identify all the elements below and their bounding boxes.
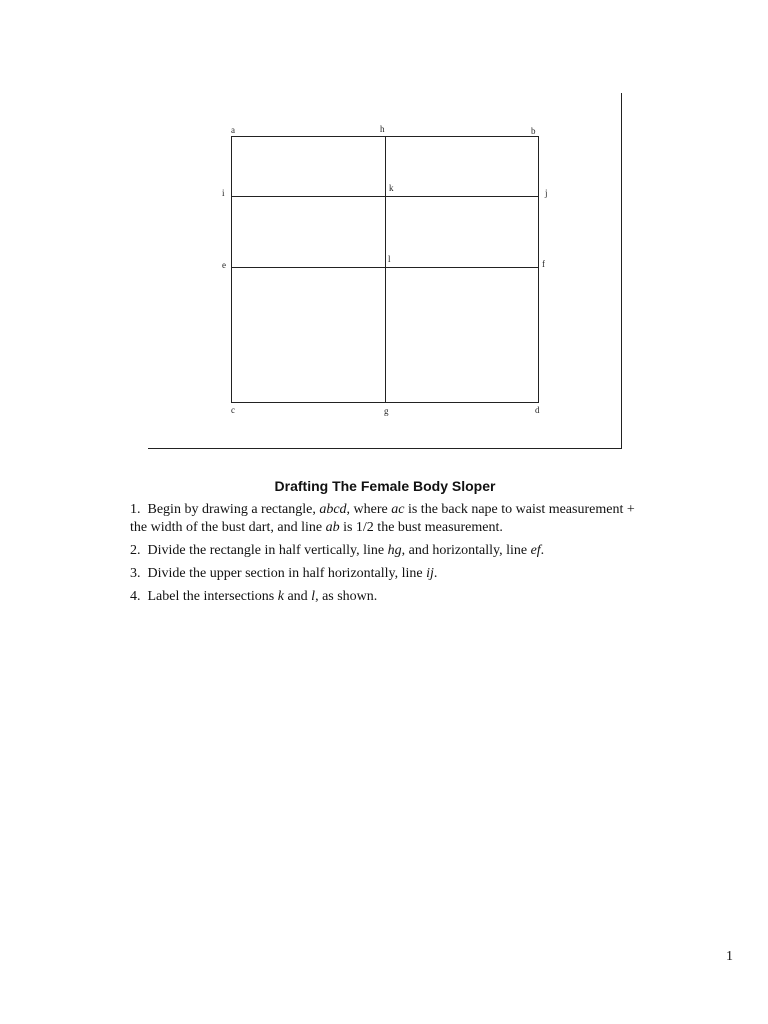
instruction-step xyxy=(130,501,650,537)
step-text: and xyxy=(283,589,312,604)
step-text: Begin by drawing a rectangle, xyxy=(147,502,320,517)
step-text: . xyxy=(433,566,438,581)
step-term: hg xyxy=(387,543,402,558)
step-term: ef xyxy=(530,543,541,558)
label-h: h xyxy=(380,124,385,134)
label-a: a xyxy=(231,125,235,135)
step-number: 3. xyxy=(130,566,148,581)
label-e: e xyxy=(222,260,226,270)
page-heading: Drafting The Female Body Sloper xyxy=(274,478,496,494)
label-l: l xyxy=(388,254,391,264)
step-number: 4. xyxy=(130,589,148,604)
label-d: d xyxy=(535,405,540,415)
step-text: . xyxy=(540,543,545,558)
step-term: ac xyxy=(391,502,405,517)
step-text: Label the intersections xyxy=(147,589,278,604)
instruction-step xyxy=(130,565,650,583)
label-b: b xyxy=(531,126,536,136)
step-term: l xyxy=(311,589,316,604)
step-term: abcd xyxy=(319,502,347,517)
instruction-step xyxy=(130,588,650,606)
label-k: k xyxy=(389,183,394,193)
label-f: f xyxy=(542,259,545,269)
step-number: 1. xyxy=(130,502,148,517)
step-text: Divide the rectangle in half vertically, line xyxy=(147,543,388,558)
label-i: i xyxy=(222,188,225,198)
instruction-list xyxy=(130,501,650,611)
step-term: ij xyxy=(426,566,434,581)
step-term: k xyxy=(277,589,284,604)
instruction-step xyxy=(130,542,650,560)
step-text: , and horizontally, line xyxy=(401,543,531,558)
step-text: , as shown. xyxy=(315,589,378,604)
step-text: , where xyxy=(346,502,392,517)
label-j: j xyxy=(545,188,548,198)
step-text: is 1/2 the bust measurement. xyxy=(339,520,503,535)
step-text: is the back nape to waist measurement + the width of the bust dart, and line xyxy=(130,502,635,535)
label-g: g xyxy=(384,406,389,416)
step-term: ab xyxy=(325,520,340,535)
sloper-diagram xyxy=(0,0,768,470)
label-c: c xyxy=(231,405,235,415)
page-number: 1 xyxy=(726,949,733,964)
step-text: Divide the upper section in half horizontally, line xyxy=(147,566,427,581)
step-number: 2. xyxy=(130,543,148,558)
